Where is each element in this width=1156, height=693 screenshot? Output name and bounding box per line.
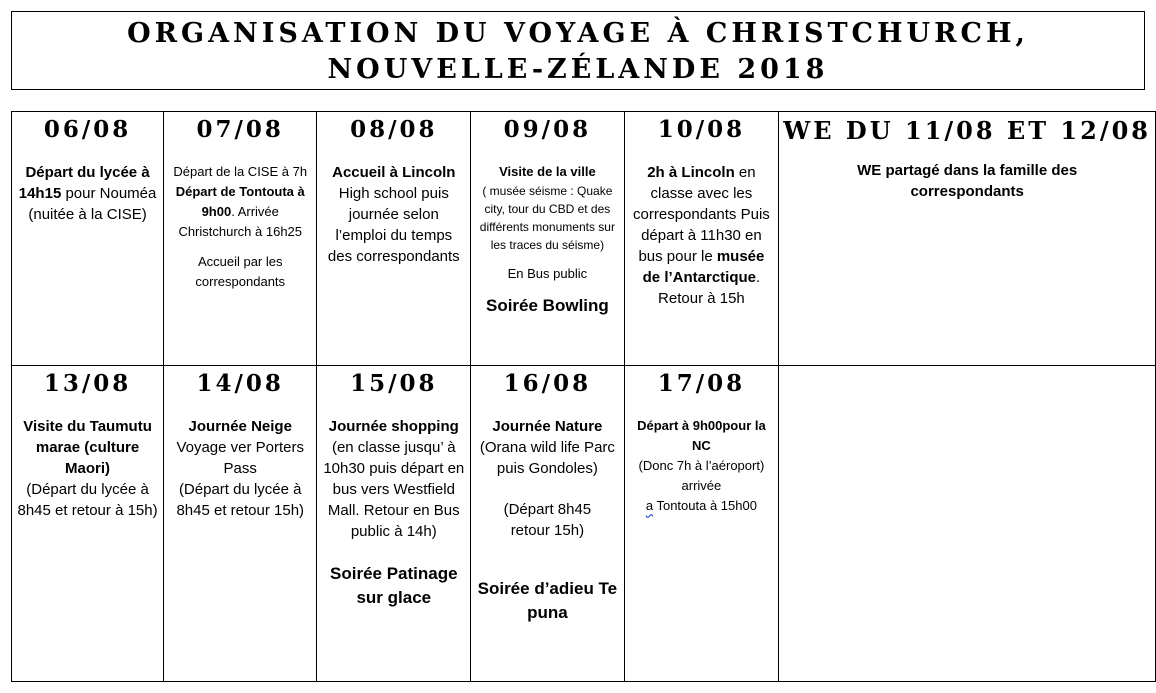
day-text: En Bus public [507, 266, 588, 281]
day-text: High school puis journée selon l’emploi du temps des correspondants [327, 185, 460, 265]
empty-cell [779, 366, 1156, 682]
day-text: ( musée séisme : Quake city, tour du CBD et des différents monuments sur les traces du séisme) [479, 184, 615, 252]
document-title [11, 11, 1145, 90]
day-highlight: WE partagé dans la famille des correspondants [857, 162, 1078, 200]
day-text: (Orana wild life Parc puis Gondoles) [479, 439, 615, 477]
title-line-1: ORGANISATION DU VOYAGE À CHRISTCHURCH, [127, 18, 1029, 49]
day-date: 15/08 [350, 370, 438, 397]
day-highlight: Départ du lycée à 14h15 [18, 164, 150, 202]
day-text: Retour à 15h [658, 290, 745, 307]
day-cell-09-08 [471, 112, 624, 366]
day-highlight: 2h à Lincoln [647, 164, 735, 181]
day-date: 14/08 [196, 370, 284, 397]
day-cell-13-08 [12, 366, 164, 682]
day-date: 17/08 [657, 370, 746, 397]
day-date: 16/08 [503, 370, 592, 397]
day-cell-17-08 [624, 366, 779, 682]
day-text: pour Nouméa (nuitée à la CISE) [28, 185, 157, 223]
day-text: Tontouta à 15h00 [653, 498, 757, 513]
day-cell-15-08 [317, 366, 471, 682]
day-text: Voyage ver Porters Pass [176, 439, 305, 477]
day-highlight: Départ à 9h00pour la NC [637, 418, 766, 453]
day-text: . Arrivée Christchurch à 16h25 [178, 204, 303, 239]
day-cell-08-08 [317, 112, 471, 366]
day-highlight: Journée Neige [188, 418, 292, 435]
day-cell-07-08 [164, 112, 317, 366]
day-text: (en classe jusqu’ à 10h30 puis départ en bus vers Westfield Mall. Retour en Bus public à 14h) [323, 439, 465, 540]
day-date: 06/08 [43, 116, 132, 143]
schedule-row-week-1 [12, 112, 1156, 366]
day-text: a [645, 498, 654, 513]
day-highlight: Journée shopping [328, 418, 459, 435]
day-date: 09/08 [503, 116, 592, 143]
evening-activity: Soirée d’adieu Te puna [477, 579, 618, 622]
day-text: . [756, 269, 761, 286]
day-date: WE DU 11/08 ET 12/08 [783, 116, 1151, 145]
day-date: 10/08 [657, 116, 746, 143]
day-cell-06-08 [12, 112, 164, 366]
day-date: 08/08 [350, 116, 438, 143]
day-text: (Départ du lycée à 8h45 et retour à 15h) [17, 481, 158, 519]
day-highlight: Départ de Tontouta à 9h00 [175, 184, 305, 219]
title-line-2: NOUVELLE-ZÉLANDE 2018 [327, 54, 829, 85]
schedule-table [11, 111, 1156, 682]
day-text: (Donc 7h à l’aéroport) arrivée [638, 458, 765, 493]
evening-activity: Soirée Patinage sur glace [330, 564, 458, 607]
day-highlight: musée de l’Antarctique [642, 248, 765, 286]
day-highlight: Journée Nature [492, 418, 603, 435]
day-date: 07/08 [196, 116, 284, 143]
day-highlight: Visite de la ville [499, 164, 596, 179]
evening-activity: Soirée Bowling [485, 296, 609, 315]
schedule-row-week-2 [12, 366, 1156, 682]
day-text: Départ de la CISE à 7h [173, 164, 308, 179]
day-cell-16-08 [471, 366, 624, 682]
day-text: Accueil par les correspondants [195, 254, 286, 289]
day-cell-10-08 [624, 112, 779, 366]
day-text: en classe avec les correspondants Puis départ à 11h30 en bus pour le [633, 164, 770, 265]
day-text: (Départ 8h45 retour 15h) [503, 501, 592, 539]
day-highlight: Accueil à Lincoln [332, 164, 456, 181]
day-cell-14-08 [164, 366, 317, 682]
day-cell-weekend [779, 112, 1156, 366]
day-text: (Départ du lycée à 8h45 et retour 15h) [176, 481, 305, 519]
day-date: 13/08 [43, 370, 132, 397]
day-highlight: Visite du Taumutu marae (culture Maori) [23, 418, 152, 477]
